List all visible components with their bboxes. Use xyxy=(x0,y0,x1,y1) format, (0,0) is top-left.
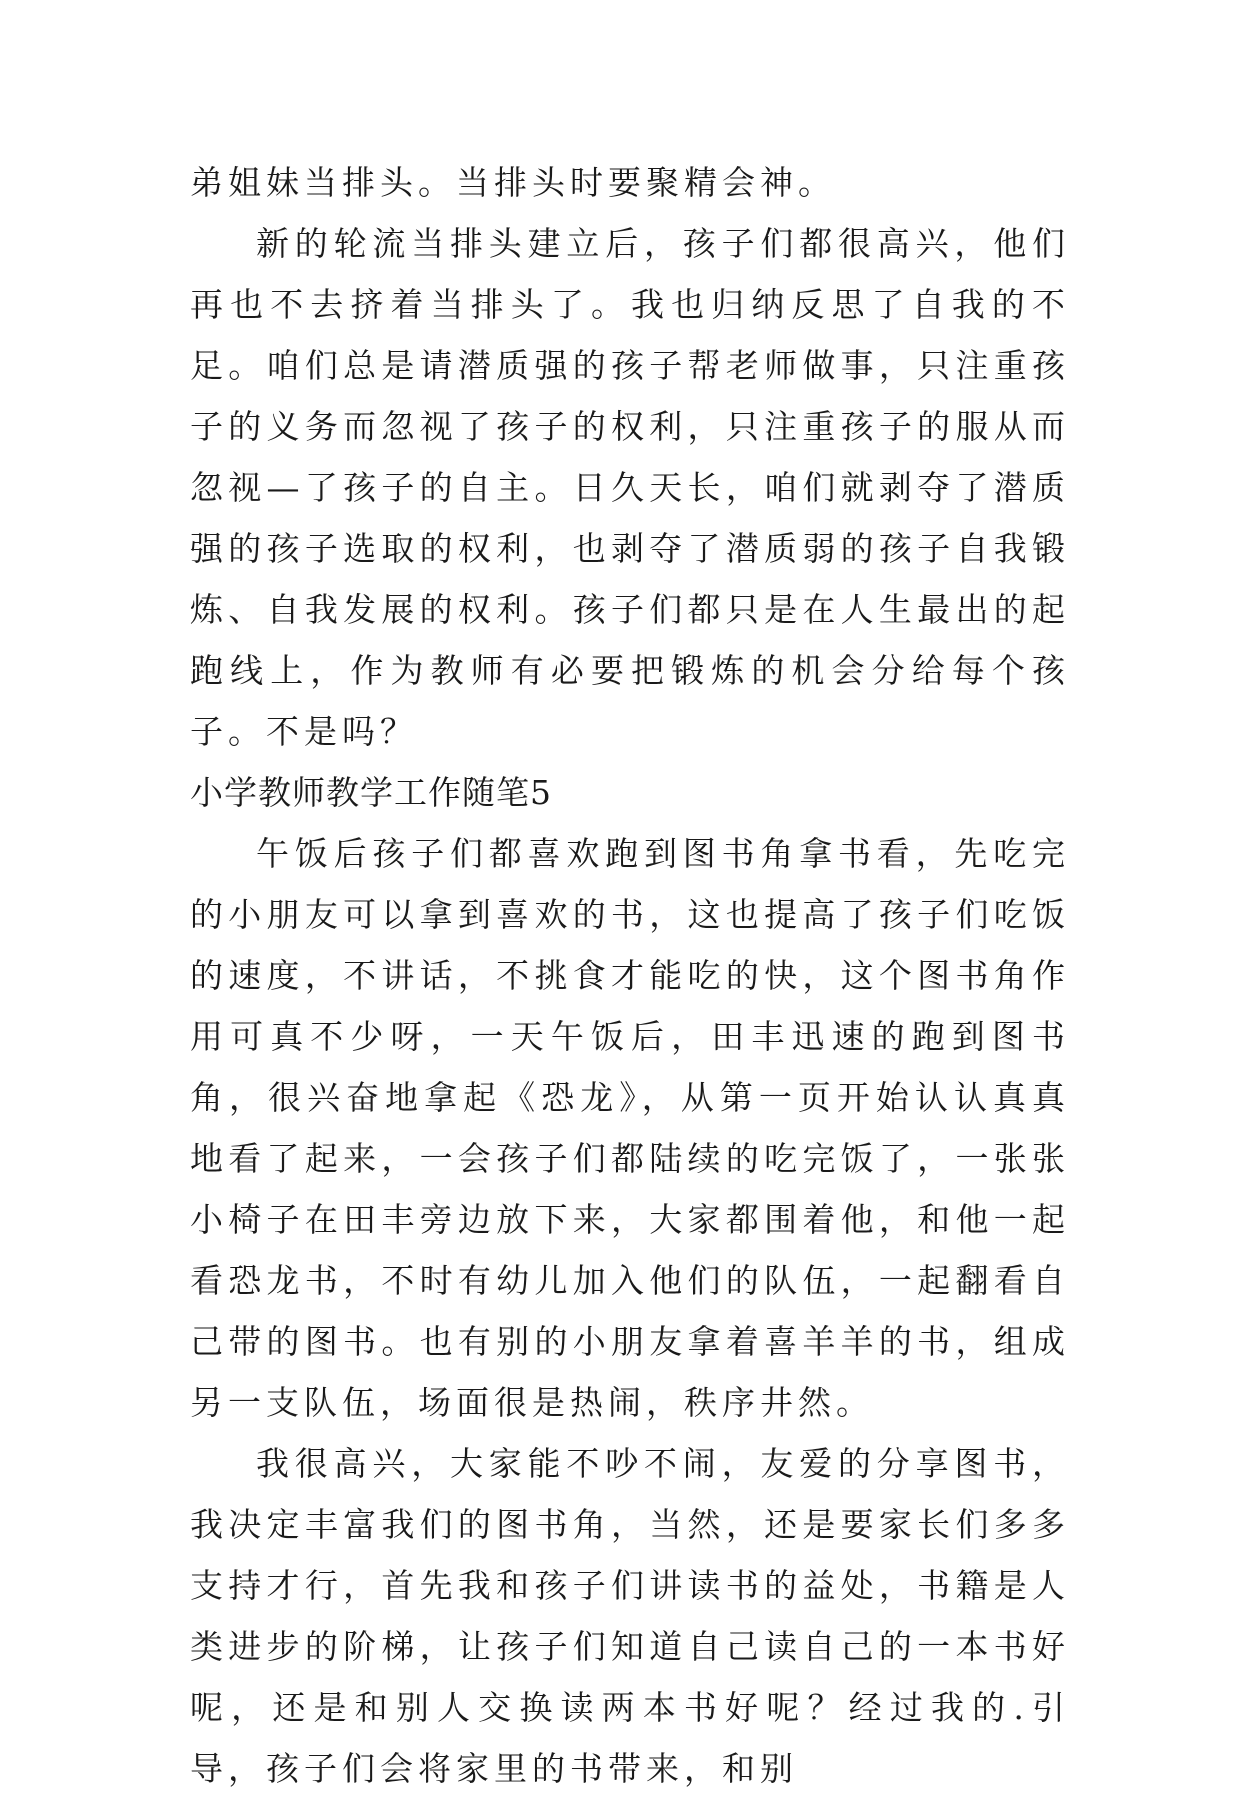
paragraph-sharing-books: 我很高兴，大家能不吵不闹，友爱的分享图书，我决定丰富我们的图书角，当然，还是要家长们多多支持才行，首先我和孩子们讲读书的益处，书籍是人类进步的阶梯，让孩子们知道自己读自己的一本书好呢，还是和别人交换读两本书好呢？经过我的.引导，孩子们会将家里的书带来，和别 xyxy=(190,1444,1070,1788)
paragraph-continuation: 弟姐妹当排头。当排头时要聚精会神。 xyxy=(190,163,836,202)
section-title: 小学教师教学工作随笔5 xyxy=(190,773,552,812)
paragraph-reflection: 新的轮流当排头建立后，孩子们都很高兴，他们再也不去挤着当排头了。我也归纳反思了自我的不足。咱们总是请潜质强的孩子帮老师做事，只注重孩子的义务而忽视了孩子的权利，只注重孩子的服从而忽视—了孩子的自主。日久天长，咱们就剥夺了潜质强的孩子选取的权利，也剥夺了潜质弱的孩子自我锻炼、自我发展的权利。孩子们都只是在人生最出的起跑线上，作为教师有必要把锻炼的机会分给每个孩子。不是吗？ xyxy=(190,224,1070,751)
paragraph-book-corner: 午饭后孩子们都喜欢跑到图书角拿书看，先吃完的小朋友可以拿到喜欢的书，这也提高了孩子们吃饭的速度，不讲话，不挑食才能吃的快，这个图书角作用可真不少呀，一天午饭后，田丰迅速的跑到图书角，很兴奋地拿起《恐龙》，从第一页开始认认真真地看了起来，一会孩子们都陆续的吃完饭了，一张张小椅子在田丰旁边放下来，大家都围着他，和他一起看恐龙书，不时有幼儿加入他们的队伍，一起翻看自己带的图书。也有别的小朋友拿着喜羊羊的书，组成另一支队伍，场面很是热闹，秩序井然。 xyxy=(190,834,1070,1422)
document-body xyxy=(190,152,1070,1799)
